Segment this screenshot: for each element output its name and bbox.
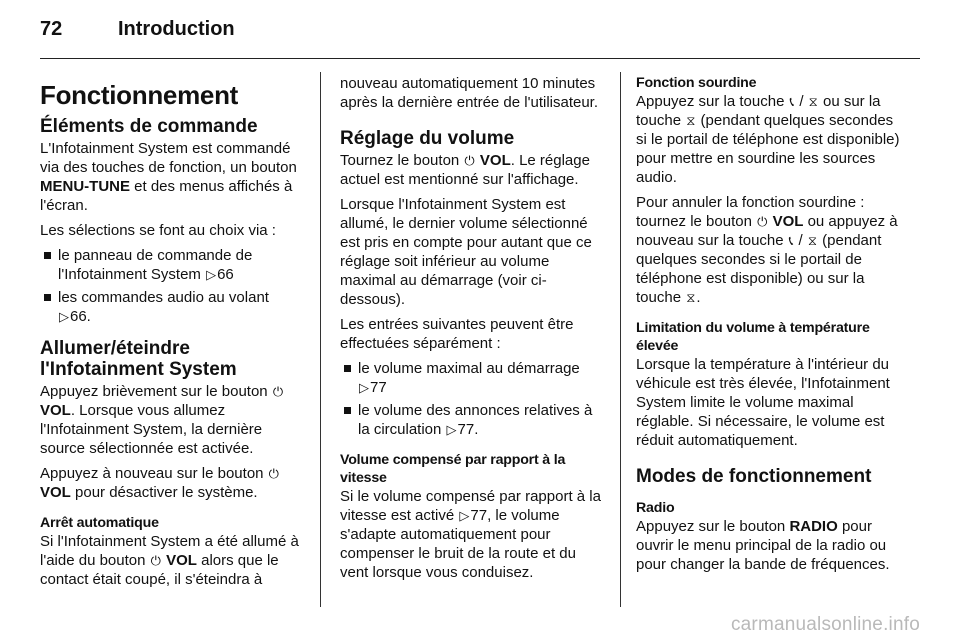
- heading-volume-compense: Volume compensé par rapport à la vitesse: [340, 452, 566, 486]
- heading-reglage-volume: Réglage du volume: [340, 128, 515, 149]
- heading-elements-commande: Éléments de commande: [40, 116, 258, 137]
- mute-icon: ⧖: [807, 233, 817, 248]
- page-ref-icon: ▷: [206, 267, 217, 282]
- bullet-list-volume: [340, 359, 605, 439]
- bullet-list-controls: [40, 246, 305, 326]
- heading-allumer: Allumer/éteindre l'Infotainment System: [40, 338, 237, 380]
- phone-icon: 📞︎: [789, 94, 795, 109]
- page-ref-icon: ▷: [459, 508, 470, 523]
- page-ref-link[interactable]: 77: [470, 507, 488, 524]
- phone-icon: 📞︎: [788, 233, 794, 248]
- paragraph-intro: L'Infotainment System est commandé via des touches de fonction, un bouton MENU-TUNE et des menus affichés à l'écran.: [40, 140, 297, 214]
- watermark: carmanualsonline.info: [730, 614, 920, 635]
- paragraph-dernier-volume: Lorsque l'Infotainment System est allumé, le dernier volume sélectionné est pris en compte pour autant que ce réglage soit inférieur au volume maximal au démarrage (voir ci-dessous).: [340, 196, 592, 308]
- column-divider-2: [620, 72, 621, 607]
- page-ref-link[interactable]: 77: [370, 379, 387, 396]
- page-number: 72: [40, 18, 63, 40]
- paragraph-eteindre: Appuyez à nouveau sur le bouton ⏻ VOL pour désactiver le système.: [40, 465, 279, 501]
- heading-limitation-volume: Limitation du volume à température élevée: [636, 320, 870, 354]
- page-ref-link[interactable]: 77.: [457, 421, 479, 438]
- radio-button-label: RADIO: [789, 518, 838, 535]
- paragraph-arret: Si l'Infotainment System a été allumé à l'aide du bouton ⏻ VOL alors que le contact était coupé, il s'éteindra à: [40, 533, 299, 588]
- page-ref-icon: ▷: [59, 309, 69, 324]
- page-title: Introduction: [118, 18, 235, 40]
- heading-modes-fonctionnement: Modes de fonctionnement: [636, 466, 872, 487]
- column-2: [340, 74, 605, 588]
- list-item: le panneau de commande de l'Infotainment System ▷66: [40, 246, 305, 284]
- page-ref-icon: ▷: [446, 422, 457, 437]
- paragraph-selections: Les sélections se font au choix via :: [40, 222, 276, 239]
- page-ref-link[interactable]: 66: [217, 266, 234, 283]
- heading-radio: Radio: [636, 500, 675, 516]
- heading-fonction-sourdine: Fonction sourdine: [636, 75, 757, 91]
- power-icon: ⏻: [150, 553, 161, 568]
- bullet-square-icon: [344, 365, 351, 372]
- column-3: [636, 74, 906, 580]
- page-ref-icon: ▷: [359, 380, 369, 395]
- section-title-fonctionnement: Fonctionnement: [40, 80, 239, 110]
- power-icon: ⏻: [268, 466, 279, 481]
- paragraph-annuler-sourdine: Pour annuler la fonction sourdine : tournez le bouton ⏻ VOL ou appuyez à nouveau sur la touche 📞︎ / ⧖ (pendant quelques secondes si le portail de téléphone est disponible) ou sur la touche ⧖.: [636, 194, 898, 306]
- bullet-square-icon: [44, 294, 51, 301]
- column-divider-1: [320, 72, 321, 607]
- paragraph-limitation: Lorsque la température à l'intérieur du véhicule est très élevée, l'Infotainment System limite le volume maximal réglable. Si nécessaire, le volume est réduit automatiquement.: [636, 356, 890, 449]
- bullet-square-icon: [44, 252, 51, 259]
- power-icon: ⏻: [272, 384, 284, 399]
- paragraph-compense: Si le volume compensé par rapport à la vitesse est activé ▷77, le volume s'adapte automatiquement pour compenser le bruit de la route et du vent lorsque vous conduisez.: [340, 488, 601, 581]
- paragraph-radio: Appuyez sur le bouton RADIO pour ouvrir le menu principal de la radio ou pour changer la bande de fréquences.: [636, 518, 890, 573]
- power-icon: ⏻: [464, 153, 475, 168]
- paragraph-reglage: Tournez le bouton ⏻ VOL. Le réglage actuel est mentionné sur l'affichage.: [340, 152, 590, 188]
- header-rule: [40, 58, 920, 59]
- page-ref-link[interactable]: 66.: [70, 308, 91, 325]
- mute-icon: ⧖: [686, 113, 696, 128]
- heading-arret-automatique: Arrêt automatique: [40, 515, 159, 531]
- list-item: le volume maximal au démarrage ▷77: [340, 359, 605, 397]
- power-icon: ⏻: [757, 214, 768, 229]
- column-1: [40, 74, 305, 595]
- paragraph-entrees: Les entrées suivantes peuvent être effectuées séparément :: [340, 316, 574, 352]
- list-item: le volume des annonces relatives à la circulation ▷77.: [340, 401, 605, 439]
- paragraph-allumer: Appuyez brièvement sur le bouton ⏻ VOL. Lorsque vous allumez l'Infotainment System, la dernière source sélectionnée est activée.: [40, 383, 284, 457]
- mute-icon: ⧖: [808, 94, 818, 109]
- menu-tune-label: MENU-TUNE: [40, 178, 130, 195]
- mute-icon: ⧖: [686, 290, 696, 305]
- list-item: les commandes audio au volant ▷66.: [40, 288, 305, 326]
- paragraph-sourdine: Appuyez sur la touche 📞︎ / ⧖ ou sur la touche ⧖ (pendant quelques secondes si le portail de téléphone est disponible) pour mettre en sourdine les sources audio.: [636, 93, 900, 186]
- bullet-square-icon: [344, 407, 351, 414]
- paragraph-continued: nouveau automatiquement 10 minutes après la dernière entrée de l'utilisateur.: [340, 75, 599, 111]
